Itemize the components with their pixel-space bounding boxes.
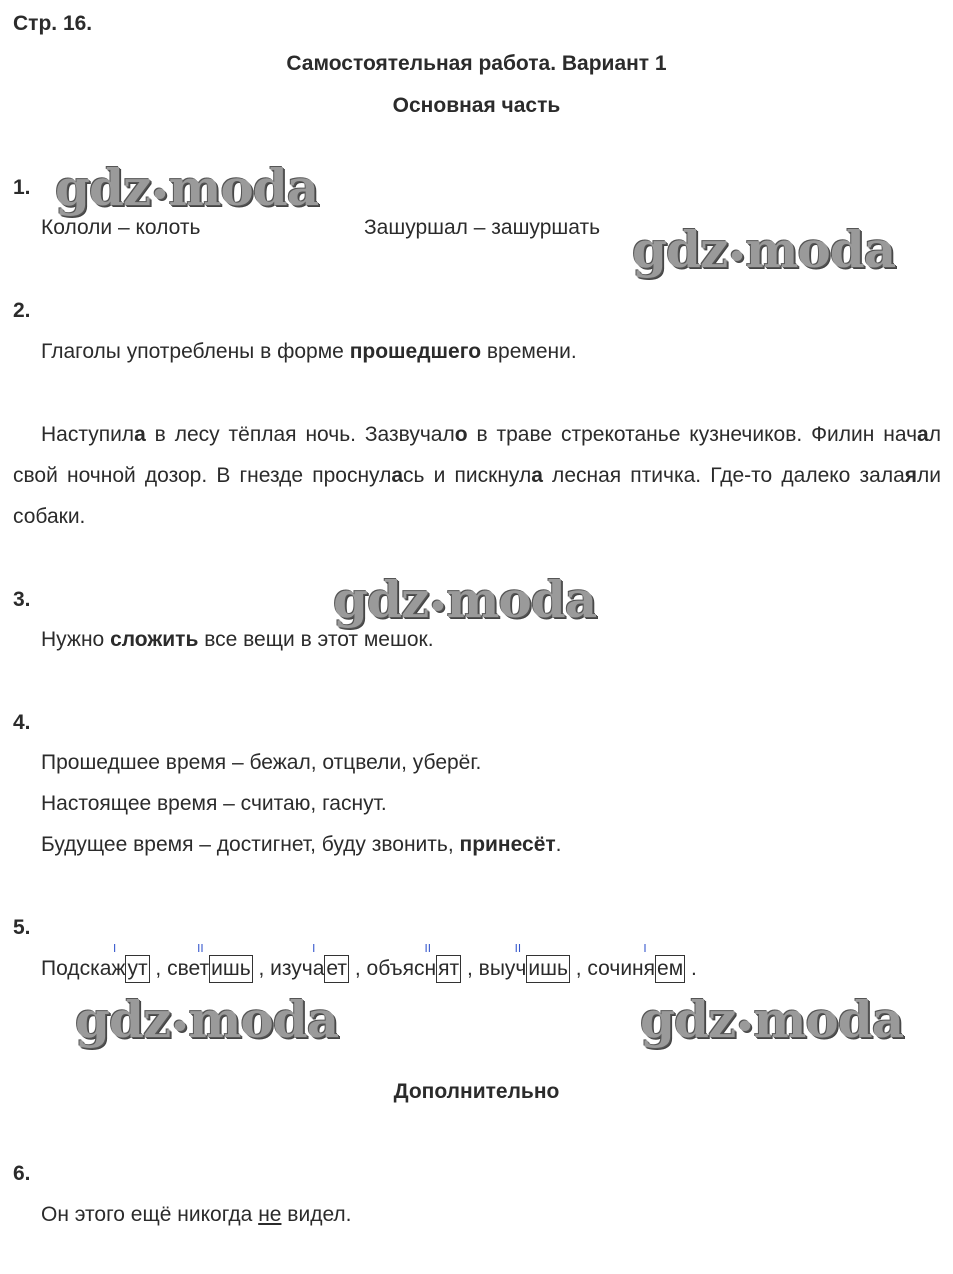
separator: , [461,957,479,980]
separator: , [252,957,271,980]
separator: , [149,957,168,980]
verb-word [366,942,462,983]
page-title: Самостоятельная работа. Вариант 1 [286,52,667,75]
verb-stem: свет [167,957,210,980]
highlighted-ending: я [904,464,918,487]
task2-intro: Глаголы употреблены в форме прошедшего времени. [41,340,577,363]
ending-box: ем [655,955,685,983]
ending-box: ут [125,955,149,983]
verb-stem: Подскаж [41,957,126,980]
text-segment: Наступил [41,423,135,446]
task5-words [41,942,697,983]
task6-sentence: Он этого ещё никогда не видел. [41,1203,352,1226]
task-number: 2. [13,299,31,322]
watermark: gdz•moda [75,990,339,1049]
conjugation-mark: II [514,942,522,955]
verb-stem: изуча [270,957,325,980]
text-segment: лесная птичка. Где-то далеко зала [542,464,905,487]
text-segment: в траве стрекотанье кузнечиков. Филин нач [467,423,918,446]
text-segment: ли собаки. [13,464,941,528]
task2-paragraph [13,414,941,537]
conjugation-mark: II [197,942,204,955]
watermark: gdz•moda [55,158,319,217]
page-number: Стр. 16. [13,12,93,35]
verb-word [167,942,253,983]
highlighted-ending: о [454,423,468,446]
watermark: gdz•moda [640,990,904,1049]
ending-box: ят [436,955,461,983]
ending-box: ишь [526,955,570,983]
separator: , [349,957,367,980]
conjugation-mark: I [113,942,117,955]
task-number: 3. [13,588,31,611]
verb-stem: выуч [478,957,527,980]
task-number: 5. [13,916,31,939]
highlighted-ending: а [531,464,543,487]
text-segment: в лесу тёплая ночь. Зазвучал [145,423,455,446]
ending-box: ет [324,955,349,983]
verb-stem: сочиня [587,957,656,980]
highlighted-ending: а [391,464,404,487]
watermark: gdz•moda [333,570,597,629]
conjugation-mark: I [643,942,647,955]
verb-word [587,942,685,983]
task3-sentence: Нужно сложить все вещи в этот мешок. [41,628,434,651]
highlighted-ending: а [134,423,146,446]
text-segment: л свой ночной дозор. В гнезде проснул [13,423,941,487]
verb-word [270,942,349,983]
verb-word [41,942,150,983]
highlighted-ending: а [917,423,929,446]
watermark: gdz•moda [632,220,896,279]
task1-left-pair: Кололи – колоть [41,216,201,239]
conjugation-mark: I [312,942,316,955]
task4-line: Настоящее время – считаю, гаснут. [41,792,387,815]
text-segment: сь и пискнул [403,464,532,487]
task-number: 1. [13,176,31,199]
verb-stem: объясн [366,957,437,980]
separator: , [569,957,588,980]
task4-line: Прошедшее время – бежал, отцвели, уберёг. [41,751,482,774]
task4-line: Будущее время – достигнет, буду звонить, принесёт. [41,833,562,856]
task-number: 4. [13,711,31,734]
section-heading: Дополнительно [393,1080,560,1103]
task1-right-pair: Зашуршал – зашуршать [364,216,601,239]
ending-box: ишь [209,955,253,983]
verb-word [478,942,570,983]
page-subtitle: Основная часть [392,94,561,117]
separator: . [685,957,697,980]
task-number: 6. [13,1162,31,1185]
conjugation-mark: II [424,942,432,955]
